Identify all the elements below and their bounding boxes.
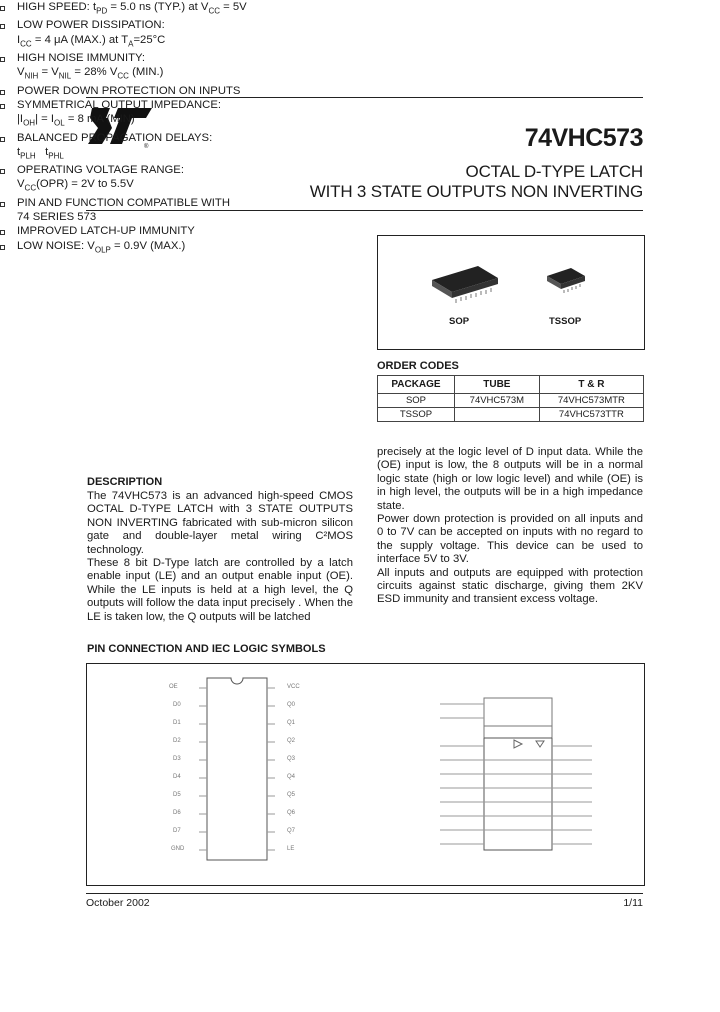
pin-label: Q0	[287, 702, 296, 708]
pin-label: D1	[173, 720, 181, 726]
pin-label: Q6	[287, 810, 296, 816]
title-line-1: OCTAL D-TYPE LATCH	[465, 162, 643, 181]
feature-item: HIGH SPEED: $t_{PD} = 5.0$ ns (TYP.) at $V_{CC} = 5V$	[0, 0, 280, 18]
tssop-label: TSSOP	[549, 316, 582, 327]
feature-item: HIGH NOISE IMMUNITY: $V_{NIH} = V_{NIL} = 28\%$ $V_{CC}$ (MIN.)	[0, 51, 280, 84]
pin-section-heading: PIN CONNECTION AND IEC LOGIC SYMBOLS	[87, 643, 326, 655]
feature-item: BALANCED PROPAGATION DELAYS: $t_{PLH}$ $t_{PHL}$	[0, 131, 280, 164]
feature-item: OPERATING VOLTAGE RANGE: $V_{CC}(OPR) = 2V$ to 5.5V	[0, 163, 280, 196]
tssop-package-icon	[543, 266, 589, 300]
pin-label: Q7	[287, 828, 296, 834]
footer-page-number: 1/11	[623, 897, 643, 909]
pin-label: D3	[173, 756, 181, 762]
sop-label: SOP	[449, 316, 470, 327]
pin-label: D7	[173, 828, 181, 834]
sop-package-icon	[428, 264, 502, 306]
pin-label: D0	[173, 702, 181, 708]
pin-label: D4	[173, 774, 181, 780]
feature-item: IMPROVED LATCH-UP IMMUNITY	[0, 224, 280, 238]
part-number: 74VHC573	[524, 124, 643, 152]
feature-item: SYMMETRICAL OUTPUT IMPEDANCE: $|I_{OH}| = I_{OL} = 8$ mA (MIN)	[0, 98, 280, 131]
pin-label: Q4	[287, 774, 296, 780]
pin-label: VCC	[287, 684, 300, 690]
feature-item: POWER DOWN PROTECTION ON INPUTS	[0, 84, 280, 98]
feature-item: LOW NOISE: $V_{OLP} = 0.9V$ (MAX.)	[0, 239, 280, 257]
description-left-column	[87, 490, 353, 624]
footer-date: October 2002	[86, 897, 150, 909]
footer-rule	[86, 893, 643, 894]
title-line-2: WITH 3 STATE OUTPUTS NON INVERTING	[309, 182, 643, 201]
pin-diagram-box	[86, 663, 645, 886]
column-header: TUBE	[454, 376, 539, 394]
description-right-column	[377, 446, 643, 607]
features-list	[0, 0, 280, 257]
description-paragraph: The 74VHC573 is an advanced high-speed CMOS OCTAL D-TYPE LATCH with 3 STATE OUTPUTS NON INVERTING fabricated with sub-micron silicon gate and double-layer metal wiring C²MOS technology.	[87, 490, 353, 556]
package-box	[377, 235, 645, 350]
order-codes-heading: ORDER CODES	[377, 360, 459, 372]
iec-logic-symbol-icon	[432, 696, 607, 856]
table-row: TSSOP 74VHC573TTR	[378, 408, 644, 422]
pin-label: LE	[287, 846, 295, 852]
pin-label: D6	[173, 810, 181, 816]
description-paragraph: These 8 bit D-Type latch are controlled by a latch enable input (LE) and an output enable input (OE). While the LE inputs is held at a high level, the Q outputs will follow the data input precisely . When the LE is taken low, the Q outputs will be latched	[87, 557, 353, 623]
pin-label: Q3	[287, 756, 296, 762]
column-header: PACKAGE	[378, 376, 455, 394]
svg-text:®: ®	[144, 144, 149, 150]
pin-label: Q5	[287, 792, 296, 798]
column-header: T & R	[539, 376, 643, 394]
pin-label: OE	[169, 684, 178, 690]
pin-label: D5	[173, 792, 181, 798]
table-row: SOP 74VHC573M 74VHC573MTR	[378, 394, 644, 408]
order-codes-table	[377, 375, 644, 422]
description-paragraph: precisely at the logic level of D input data. While the (OE) input is low, the 8 outputs will be in a normal logic state (high or low logic level) and while (OE) is in high level, the outputs will be in a high impedance state.	[377, 446, 643, 512]
description-paragraph: All inputs and outputs are equipped with protection circuits against static discharge, giving them 2KV ESD immunity and transient excess voltage.	[377, 566, 643, 606]
description-heading: DESCRIPTION	[87, 476, 163, 488]
pin-label: D2	[173, 738, 181, 744]
feature-item: LOW POWER DISSIPATION: $I_{CC} = 4$ μA (MAX.) at $T_A=25^\circ C$	[0, 18, 280, 51]
pin-label: Q2	[287, 738, 296, 744]
feature-item: PIN AND FUNCTION COMPATIBLE WITH 74 SERIES 573	[0, 196, 280, 224]
description-paragraph: Power down protection is provided on all inputs and 0 to 7V can be accepted on inputs with no regard to the supply voltage. This device can be used to interface 5V to 3V.	[377, 513, 643, 566]
dip-chip-icon	[197, 676, 277, 866]
pin-label: GND	[171, 846, 185, 852]
pin-label: Q1	[287, 720, 296, 726]
